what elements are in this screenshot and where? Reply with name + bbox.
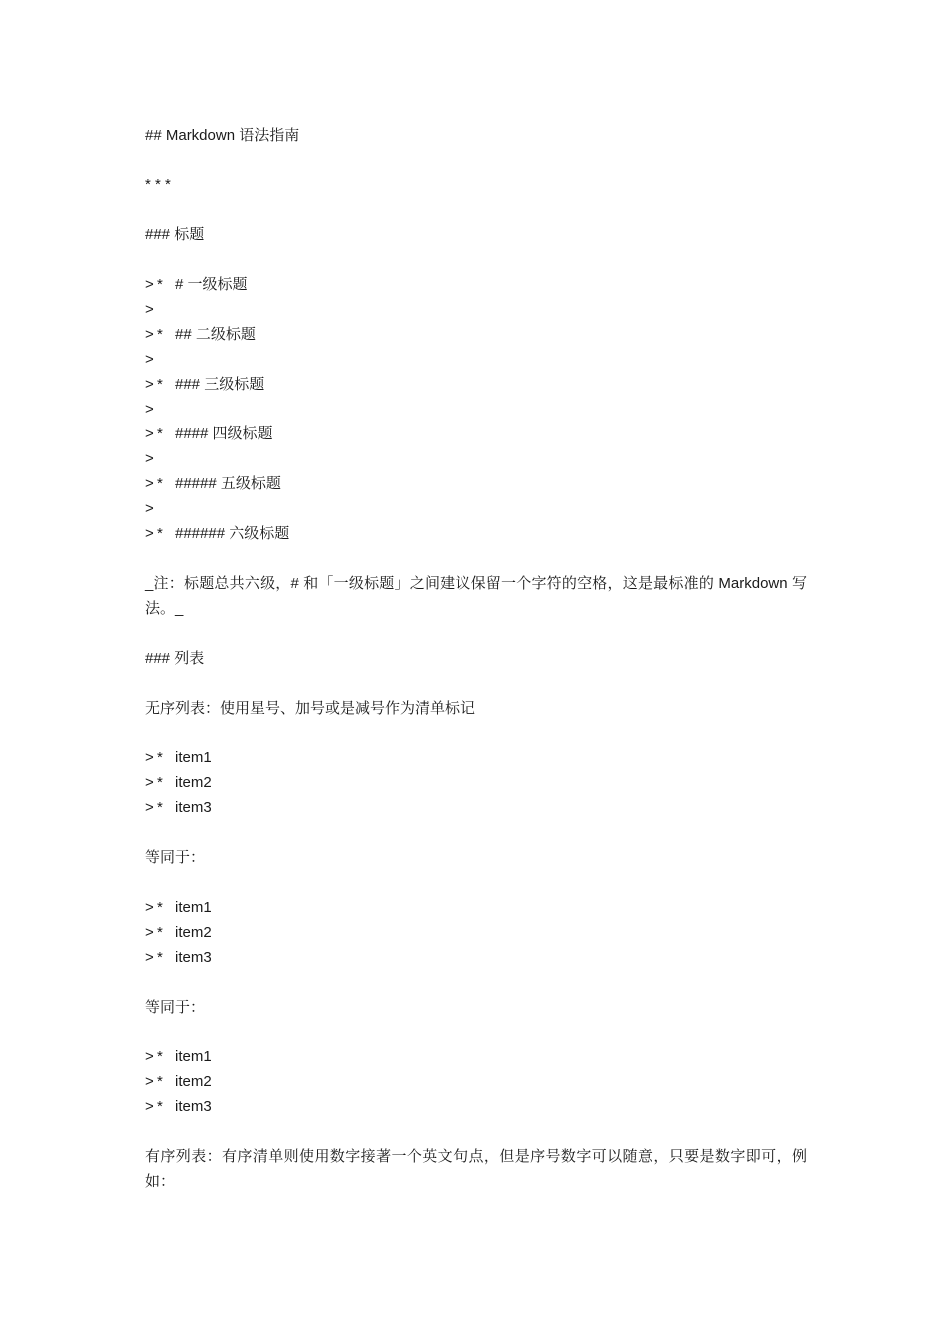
- blockquote-empty-line: [145, 446, 157, 471]
- heading-example-text: ## 二级标题: [175, 326, 256, 343]
- list-item-text: item2: [175, 774, 212, 791]
- heading-example-1: [145, 272, 248, 297]
- unordered-list-intro: 无序列表：使用星号、加号或是减号作为清单标记: [145, 700, 476, 717]
- list-bullet: *: [157, 525, 163, 542]
- blockquote-marker: >: [145, 749, 154, 766]
- list-item: [145, 1069, 212, 1094]
- equals-label: 等同于：: [145, 999, 206, 1016]
- heading-example-text: ### 三级标题: [175, 376, 265, 393]
- blockquote-marker: >: [145, 1098, 154, 1115]
- list-bullet: *: [157, 326, 163, 343]
- list-bullet: *: [157, 1098, 163, 1115]
- list-bullet: *: [157, 1073, 163, 1090]
- blockquote-marker: >: [145, 899, 154, 916]
- list-item-text: item3: [175, 949, 212, 966]
- blockquote-marker: >: [145, 525, 154, 542]
- blockquote-marker: >: [145, 301, 154, 318]
- list-bullet: *: [157, 376, 163, 393]
- blockquote-marker: >: [145, 376, 154, 393]
- heading-example-text: ###### 六级标题: [175, 525, 290, 542]
- blockquote-marker: >: [145, 326, 154, 343]
- blockquote-marker: >: [145, 500, 154, 517]
- list-item-text: item1: [175, 749, 212, 766]
- list-bullet: *: [157, 774, 163, 791]
- blockquote-marker: >: [145, 924, 154, 941]
- blockquote-empty-line: [145, 397, 157, 422]
- list-item: [145, 770, 212, 795]
- heading-example-6: [145, 521, 289, 546]
- headings-section-heading: ### 标题: [145, 226, 205, 243]
- heading-example-4: [145, 421, 273, 446]
- list-item: [145, 1044, 212, 1069]
- lists-section-heading: ### 列表: [145, 650, 205, 667]
- heading-example-3: [145, 372, 264, 397]
- list-item: [145, 1094, 212, 1119]
- list-bullet: *: [157, 1048, 163, 1065]
- document-page: [145, 0, 807, 1344]
- blockquote-marker: >: [145, 1048, 154, 1065]
- blockquote-marker: >: [145, 425, 154, 442]
- list-item-text: item3: [175, 799, 212, 816]
- heading-example-2: [145, 322, 256, 347]
- list-item-text: item2: [175, 924, 212, 941]
- blockquote-empty-line: [145, 297, 157, 322]
- list-bullet: *: [157, 276, 163, 293]
- heading-example-text: ##### 五级标题: [175, 475, 281, 492]
- list-bullet: *: [157, 949, 163, 966]
- list-item: [145, 920, 212, 945]
- list-item-text: item2: [175, 1073, 212, 1090]
- list-bullet: *: [157, 749, 163, 766]
- equals-label: 等同于：: [145, 849, 206, 866]
- blockquote-marker: >: [145, 351, 154, 368]
- heading-example-text: #### 四级标题: [175, 425, 273, 442]
- blockquote-marker: >: [145, 276, 154, 293]
- list-item: [145, 745, 212, 770]
- blockquote-marker: >: [145, 401, 154, 418]
- blockquote-empty-line: [145, 347, 157, 372]
- list-item: [145, 795, 212, 820]
- horizontal-rule-text: * * *: [145, 176, 171, 193]
- doc-title: ## Markdown 语法指南: [145, 127, 300, 144]
- headings-note: _注：标题总共六级，# 和「一级标题」之间建议保留一个字符的空格，这是最标准的 Markdown 写法。_: [145, 575, 807, 617]
- list-item: [145, 895, 212, 920]
- blockquote-marker: >: [145, 1073, 154, 1090]
- list-item-text: item1: [175, 1048, 212, 1065]
- blockquote-empty-line: [145, 496, 157, 521]
- list-bullet: *: [157, 425, 163, 442]
- blockquote-marker: >: [145, 799, 154, 816]
- list-bullet: *: [157, 475, 163, 492]
- heading-example-text: # 一级标题: [175, 276, 248, 293]
- blockquote-marker: >: [145, 949, 154, 966]
- list-bullet: *: [157, 924, 163, 941]
- list-bullet: *: [157, 799, 163, 816]
- blockquote-marker: >: [145, 774, 154, 791]
- list-item-text: item3: [175, 1098, 212, 1115]
- list-item-text: item1: [175, 899, 212, 916]
- ordered-list-intro: 有序列表：有序清单则使用数字接著一个英文句点，但是序号数字可以随意，只要是数字即可，例如：: [145, 1148, 807, 1190]
- blockquote-marker: >: [145, 475, 154, 492]
- list-item: [145, 945, 212, 970]
- heading-example-5: [145, 471, 281, 496]
- list-bullet: *: [157, 899, 163, 916]
- blockquote-marker: >: [145, 450, 154, 467]
